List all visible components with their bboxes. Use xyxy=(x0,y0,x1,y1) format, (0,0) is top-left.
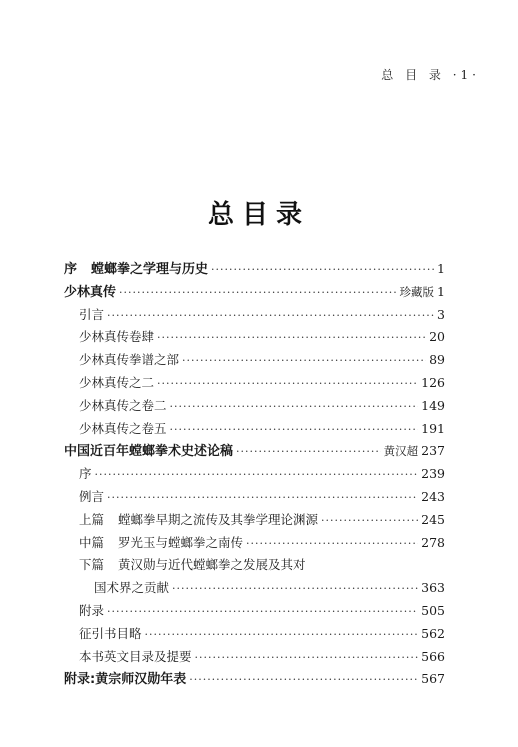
toc-leader-dots xyxy=(95,464,419,487)
toc-entry-title: 例言 xyxy=(79,488,105,504)
toc-leader-dots xyxy=(119,282,397,305)
toc-entry-title: 少林真传之卷五 xyxy=(79,420,167,436)
toc-entry[interactable] xyxy=(64,349,445,372)
toc-entry[interactable] xyxy=(64,646,445,669)
toc-leader-dots xyxy=(107,601,418,624)
toc-page-number: 505 xyxy=(421,602,445,618)
toc-entry[interactable] xyxy=(64,281,445,304)
toc-entry-title: 附录 xyxy=(79,602,105,618)
toc-leader-dots xyxy=(172,578,418,601)
toc-entry[interactable] xyxy=(64,440,445,463)
toc-entry-title: 黄汉勋与近代螳螂拳之发展及其对 xyxy=(118,557,306,573)
toc-page-number: 149 xyxy=(421,397,445,413)
toc-page-number: 239 xyxy=(421,466,445,482)
toc-page-number: 191 xyxy=(421,420,445,436)
toc-entry-title: 螳螂拳之学理与历史 xyxy=(91,262,209,277)
toc-page-number: 237 xyxy=(421,443,445,459)
toc-page-number: 566 xyxy=(421,648,445,664)
toc-entry-title: 国术界之贡献 xyxy=(94,580,170,596)
toc-entry[interactable] xyxy=(64,577,445,600)
toc-entry-title: 少林真传之卷二 xyxy=(79,397,167,413)
toc-entry[interactable] xyxy=(64,418,445,441)
toc-entry[interactable] xyxy=(64,395,445,418)
toc-leader-dots xyxy=(170,419,419,442)
toc-page-number: 278 xyxy=(421,534,445,550)
toc-entry[interactable] xyxy=(64,532,445,555)
toc-leader-dots xyxy=(145,624,419,647)
toc-entry[interactable] xyxy=(64,668,445,691)
toc-entry-title: 征引书目略 xyxy=(79,625,142,641)
toc-page-number: 3 xyxy=(437,306,445,322)
toc-leader-dots xyxy=(211,259,434,282)
toc-entry[interactable] xyxy=(64,326,445,349)
toc-leader-dots xyxy=(236,441,381,464)
toc-entry[interactable] xyxy=(64,304,445,327)
toc-leader-dots xyxy=(157,327,426,350)
toc-page-number: 363 xyxy=(421,580,445,596)
toc-entry[interactable] xyxy=(64,463,445,486)
toc-entry[interactable] xyxy=(64,258,445,281)
toc-leader-dots xyxy=(246,533,418,556)
toc-entry-title: 罗光玉与螳螂拳之南传 xyxy=(118,534,244,550)
toc-leader-dots xyxy=(182,350,426,373)
toc-leader-dots xyxy=(321,510,418,533)
toc-page-number: 20 xyxy=(429,329,445,345)
toc-leader-dots xyxy=(170,396,419,419)
toc-page-number: 126 xyxy=(421,374,445,390)
toc-entry[interactable] xyxy=(64,623,445,646)
toc-entry-title: 螳螂拳早期之流传及其拳学理论渊源 xyxy=(118,511,319,527)
toc-entry-title: 少林真传 xyxy=(64,284,117,300)
toc-page-number: 1 xyxy=(437,283,445,299)
toc-entry[interactable] xyxy=(64,554,445,577)
toc-entry-prefix: 下篇 xyxy=(79,557,105,573)
toc-entry-prefix: 中篇 xyxy=(79,534,105,550)
toc-entry[interactable] xyxy=(64,486,445,509)
page-title: 总目录 xyxy=(207,200,310,230)
toc-entry-title: 中国近百年螳螂拳术史述论稿 xyxy=(64,444,234,460)
toc-page-number: 567 xyxy=(421,671,445,687)
toc-entry-prefix: 序 xyxy=(64,262,78,277)
toc-page-number: 245 xyxy=(421,511,445,527)
toc-entry-title: 附录:黄宗师汉勋年表 xyxy=(64,672,187,688)
toc-entry-note: 黄汉超 xyxy=(383,444,419,459)
toc-leader-dots xyxy=(107,487,418,510)
table-of-contents xyxy=(64,258,445,691)
toc-leader-dots xyxy=(195,647,419,670)
toc-leader-dots xyxy=(157,373,418,396)
toc-entry-title: 本书英文目录及提要 xyxy=(79,648,192,664)
toc-entry-title: 序 xyxy=(79,466,92,482)
toc-entry[interactable] xyxy=(64,600,445,623)
running-head: 总 目 录 ·1· xyxy=(381,68,480,82)
toc-page-number: 1 xyxy=(437,261,445,276)
toc-entry-title: 少林真传卷肆 xyxy=(79,329,155,345)
toc-leader-dots xyxy=(107,305,434,328)
toc-page-number: 89 xyxy=(429,352,445,368)
toc-entry-note: 珍藏版 xyxy=(399,284,435,299)
toc-leader-dots xyxy=(189,669,418,692)
toc-entry-title: 引言 xyxy=(79,306,105,322)
toc-entry-title: 少林真传拳谱之部 xyxy=(79,352,180,368)
toc-entry[interactable] xyxy=(64,509,445,532)
toc-page-number: 562 xyxy=(421,625,445,641)
toc-entry-title: 少林真传之二 xyxy=(79,374,155,390)
toc-page-number: 243 xyxy=(421,488,445,504)
toc-entry-prefix: 上篇 xyxy=(79,511,105,527)
toc-entry[interactable] xyxy=(64,372,445,395)
